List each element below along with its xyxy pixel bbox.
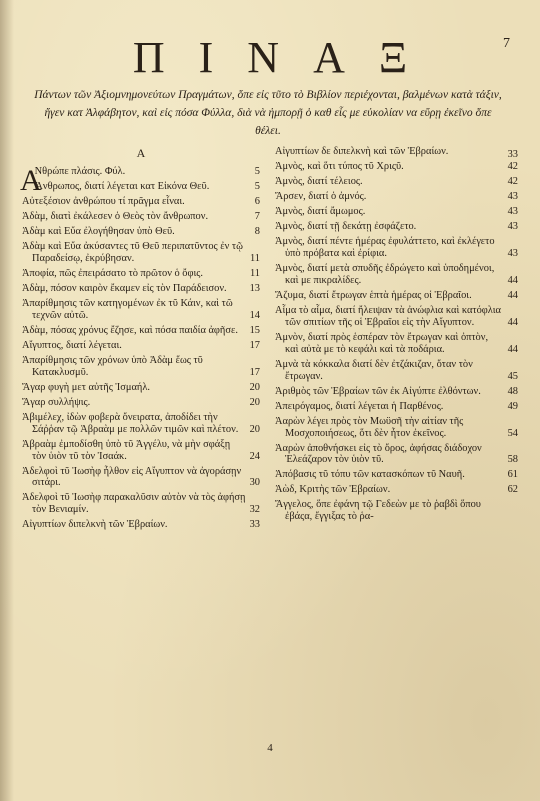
index-entry xyxy=(22,519,260,531)
entry-text: Ἀδὰμ, πόσον καιρὸν ἔκαμεν εἰς τὸν Παράδεισον. xyxy=(22,282,227,294)
index-entry xyxy=(22,181,260,193)
entry-page-number: 32 xyxy=(249,504,260,516)
index-entry xyxy=(275,484,518,496)
entry-text: Ἀμνὸς, καὶ ὅτι τύπος τῦ Χριςῦ. xyxy=(275,161,404,173)
index-entry xyxy=(22,298,260,322)
index-entry xyxy=(22,439,260,463)
entry-text: Ἄνθρωπος, διατί λέγεται κατ Εἰκόνα Θεῦ. xyxy=(34,180,210,192)
entry-text: Ἀαρὼν ἀποθνήσκει εἰς τὸ ὄρος, ἀφήσας διάδοχον Ἐλεάζαρον τὸν ὑιὸν τῦ. xyxy=(275,442,482,466)
entry-page-number: 44 xyxy=(507,289,518,301)
entry-text: Αἰγυπτίων διπελκνὴ τῶν Ἑβραίων. xyxy=(22,519,168,531)
entry-text: Ἀμνὸς, διατί τέλειος. xyxy=(275,176,363,188)
entry-page-number: 62 xyxy=(507,484,518,496)
entry-text: Ἀμνὸν, διατί πρὸς ἑσπέραν τὸν ἔτρωγαν καὶ ὀπτὸν, καὶ αὐτὰ με τὸ κεφάλι καὶ τὰ ποδάρια. xyxy=(275,331,489,355)
entry-page-number: 30 xyxy=(249,477,260,489)
entry-text: Ἀπειρόγαμος, διατί λέγεται ἡ Παρθένος. xyxy=(275,400,444,412)
index-entry xyxy=(22,325,260,337)
index-entry xyxy=(22,268,260,280)
entry-text: Ἀδὰμ, πόσας χρόνυς ἔζησε, καὶ πόσα παιδία ἀφῆσε. xyxy=(22,324,238,336)
index-entry xyxy=(275,236,518,260)
page-number: 7 xyxy=(503,36,510,51)
index-entry xyxy=(275,161,518,173)
index-entry xyxy=(22,211,260,223)
entry-text: Ἄγαρ φυγὴ μετ αὐτῆς Ἰσμαήλ. xyxy=(22,381,150,393)
entry-text: Ἀδὰμ καὶ Εὔα ἀκύσαντες τῦ Θεῦ περιπατῦντος ἐν τῷ Παραδείσῳ, ἐκρύβησαν. xyxy=(22,241,243,264)
entry-text: Ἀδελφοὶ τῦ Ἰωσὴφ παρακαλῦσιν αὐτὸν νὰ τὸς ἀφήσῃ τὸν Βενιαμίν. xyxy=(22,492,246,516)
index-entry xyxy=(22,241,260,265)
section-letter: Α xyxy=(136,146,146,160)
entry-page-number: 17 xyxy=(249,366,260,378)
index-entry xyxy=(275,416,518,440)
index-entry xyxy=(22,397,260,409)
entry-page-number: 45 xyxy=(507,370,518,382)
entry-page-number: 33 xyxy=(249,519,260,531)
signature-mark: 4 xyxy=(267,742,273,754)
entry-text: Αἴγυπτος, διατί λέγεται. xyxy=(22,339,122,351)
index-entry xyxy=(275,290,518,302)
entry-page-number: 44 xyxy=(507,274,518,286)
entry-text: Ἄζυμα, διατί ἔτρωγαν ἑπτὰ ἡμέρας οἱ Ἑβραῖοι. xyxy=(275,289,472,301)
index-entry xyxy=(22,196,260,208)
index-entry xyxy=(275,191,518,203)
entry-text: Ἄρσεν, διατί ὁ ἀμνός. xyxy=(275,191,367,203)
entry-page-number: 11 xyxy=(249,267,260,279)
entry-page-number: 48 xyxy=(507,385,518,397)
entry-text: Αὐτεξέσιον ἀνθρώπου τί πρᾶγμα εἶναι. xyxy=(22,195,185,207)
index-entry xyxy=(22,340,260,352)
index-entry xyxy=(275,386,518,398)
entry-text: Ἀπαρίθμησις τῶν χρόνων ὑπὸ Ἀδὰμ ἕως τῦ Κατακλυσμῦ. xyxy=(22,354,203,378)
entry-page-number: 42 xyxy=(507,161,518,173)
entry-page-number: 20 xyxy=(249,381,260,393)
entry-text: Ἀμνὸς, διατί τῇ δεκάτῃ ἐσφάζετο. xyxy=(275,221,417,233)
left-column xyxy=(22,148,260,534)
index-entry xyxy=(275,469,518,481)
entry-page-number: 8 xyxy=(254,225,260,237)
index-entry xyxy=(22,226,260,238)
index-entry xyxy=(275,401,518,413)
entry-page-number: 43 xyxy=(507,221,518,233)
entry-text: Ἀριθμὸς τῶν Ἑβραίων τῶν ἐκ Αἰγύπτε ἐλθόντων. xyxy=(275,385,481,397)
page-subtitle: Πάντων τῶν Ἀξιομνημονεύτων Πραγμάτων, ὅπε εἰς τῦτο τὸ Βιβλίον περιέχονται, βαλμένων κατὰ τάξιν, ἤγεν κατ Ἀλφάβητον, καὶ εἰς πόσα Φύλλα, διὰ νὰ ἠμπορῇ ὁ καθ εἷς με εὐκολίαν να εὕρῃ ἐκεῖνο ὅπε θέλει. xyxy=(34,89,502,137)
index-entry xyxy=(22,355,260,379)
entry-text: Αἷμα τὸ αἷμα, διατί ἤλειψαν τὰ ἀνώφλια καὶ κατόφλια τῶν σπιτίων τῆς οἱ Ἑβραῖοι εἰς τὴν Αἴγυπτον. xyxy=(275,304,501,328)
entry-page-number: 54 xyxy=(507,427,518,439)
index-entry xyxy=(22,382,260,394)
index-entry xyxy=(275,176,518,188)
drop-capital: Α xyxy=(20,163,42,197)
continued-entry: Αἰγυπτίων δε διπελκνὴ καὶ τῶν Ἑβραίων. xyxy=(275,146,449,157)
entry-text: Ἀμνὰ τὰ κόκκαλα διατί δὲν ἐτζάκιζαν, ὅταν τὸν ἔτρωγαν. xyxy=(275,358,473,382)
entry-page-number: 44 xyxy=(507,343,518,355)
entry-page-number: 6 xyxy=(254,195,260,207)
entry-page-number: 11 xyxy=(249,252,260,264)
right-column xyxy=(275,146,518,526)
entry-page-number: 17 xyxy=(249,339,260,351)
page-title: ΠΙΝΑΞ xyxy=(132,33,442,82)
entry-text-rest: Νθρώπε πλάσις. Φύλ. xyxy=(34,165,126,177)
binding-shadow xyxy=(0,0,14,801)
index-entry xyxy=(275,221,518,233)
entry-text: Ἀποφία, πῶς ἐπειράσατο τὸ πρῶτον ὁ ὄφις. xyxy=(22,267,203,279)
index-entry xyxy=(275,305,518,329)
entry-text: Ἀμνὸς, διατί ἄμωμος. xyxy=(275,206,366,218)
index-entry xyxy=(22,412,260,436)
entry-page-number: 61 xyxy=(507,469,518,481)
entry-text: Ἀβραὰμ ἐμποδίσθη ὑπὸ τῦ Ἀγγέλυ, νὰ μὴν σφάξῃ τὸν ὑιὸν τῦ τὸν Ἰσαάκ. xyxy=(22,438,231,462)
entry-page-number: 15 xyxy=(249,324,260,336)
entry-page-number: 20 xyxy=(249,396,260,408)
entry-page-number: 5 xyxy=(254,180,260,192)
index-entry xyxy=(275,332,518,356)
index-entry xyxy=(275,499,518,523)
entry-page-number: 43 xyxy=(507,206,518,218)
entry-text: Ἄγγελος, ὅπε ἐφάνη τῷ Γεδεὼν με τὸ ῥαβδὶ ὅπου ἐβάςα, ἔγγιξας τὸ ῥα- xyxy=(275,499,481,523)
entry-page-number: 14 xyxy=(249,309,260,321)
index-entry xyxy=(275,206,518,218)
entry-text: Ἀδελφοὶ τῦ Ἰωσὴφ ἦλθον εἰς Αἴγυπτον νὰ ἀγοράσῃν σιτάρι. xyxy=(22,465,242,489)
index-entry xyxy=(275,263,518,287)
index-entry xyxy=(275,359,518,383)
entry-page-number: 5 xyxy=(254,165,260,177)
entry-page-number: 42 xyxy=(507,176,518,188)
entry-text: Ἄγαρ συλλήψις. xyxy=(22,396,91,408)
entry-page-number: 33 xyxy=(507,149,518,161)
entry-text: Ἀπαρίθμησις τῶν κατηγομένων ἐκ τῦ Κάιν, καὶ τῶ τεχνῶν αὐτῶ. xyxy=(22,297,233,321)
entry-text: Ἀμνὸς, διατί μετὰ σπυδῆς ἐδρώγετο καὶ ὑποδημένοι, καὶ με πικραλίδες. xyxy=(275,263,495,286)
entry-text: Ἀδὰμ καὶ Εὔα ἐλογήθησαν ὑπὸ Θεῦ. xyxy=(22,225,175,237)
index-entry xyxy=(275,443,518,467)
entry-text: Ἀδὰμ, διατὶ ἐκάλεσεν ὁ Θεὸς τὸν ἄνθρωπον. xyxy=(22,210,209,222)
entry-page-number: 49 xyxy=(507,400,518,412)
index-entry xyxy=(22,283,260,295)
index-entry xyxy=(22,466,260,490)
entry-text: Ἀὼδ, Κριτὴς τῶν Ἑβραίων. xyxy=(275,484,391,496)
entry-page-number: 24 xyxy=(249,450,260,462)
entry-text: Ἀμνὸς, διατί πέντε ἡμέρας ἐφυλάττετο, καὶ ἐκλέγετο ὑπὸ πρόβατα καὶ ἐρίφια. xyxy=(275,236,495,260)
index-entry xyxy=(22,492,260,516)
entry-page-number: 13 xyxy=(249,282,260,294)
entry-page-number: 7 xyxy=(254,210,260,222)
entry-page-number: 20 xyxy=(249,423,260,435)
entry-page-number: 43 xyxy=(507,248,518,260)
entry-page-number: 58 xyxy=(507,454,518,466)
entry-text: Ἀπόβασις τῦ τόπυ τῶν κατασκόπων τῦ Ναυῆ. xyxy=(275,469,465,481)
entry-page-number: 43 xyxy=(507,191,518,203)
entry-text: Ἀαρὼν λέγει πρὸς τὸν Μωϋσῆ τὴν αἰτίαν τῆς Μοσχοποιήσεως, ὅτι δὲν ἦτον ἐκεῖνος. xyxy=(275,415,464,439)
entry-page-number: 44 xyxy=(507,316,518,328)
entry-text: Ἀβιμέλεχ, ἰδὼν φοβερὰ ὄνειρατα, ἀποδίδει τὴν Σάῤῥαν τῷ Ἀβραὰμ με πολλῶν τιμῶν καὶ πλέτον. xyxy=(22,411,239,435)
